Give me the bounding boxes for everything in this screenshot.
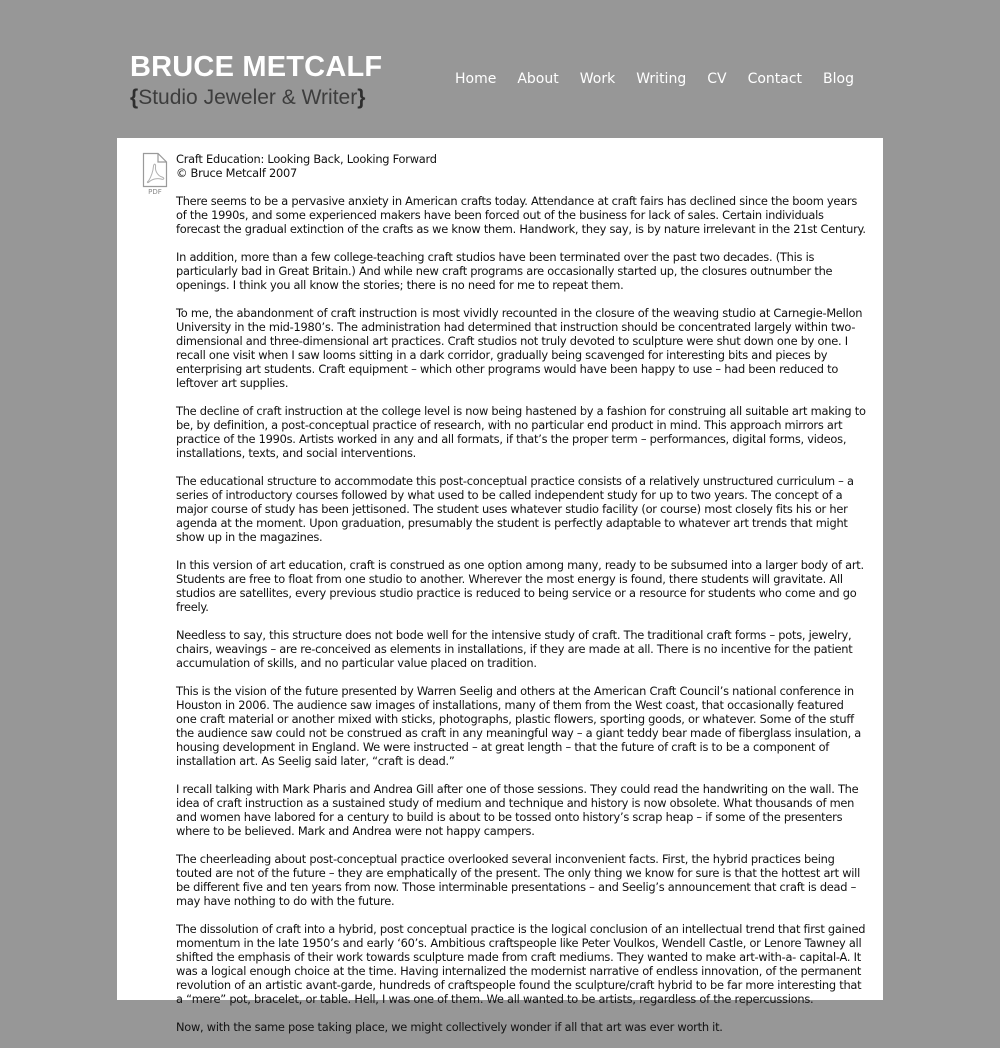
paragraph: In this version of art education, craft is construed as one option among many, ready to be subsumed into a larger body of art. Students are free to float from one studio to another. Wherever the most energy is found, there students will gravitate. All studios are satellites, every previous studio practice is reduced to being service or a resource for students who come and go freely. (176, 558, 864, 614)
paragraph: The decline of craft instruction at the college level is now being hastened by a fashion for construing all suitable art making to be, by definition, a post-conceptual practice of research, with no particular end product in mind. This approach mirrors art practice of the 1990s. Artists worked in any and all formats, if that’s the proper term – performances, digital forms, videos, installations, texts, and social interventions. (176, 404, 866, 460)
document-title: Craft Education: Looking Back, Looking Forward (176, 152, 437, 166)
paragraph: In addition, more than a few college-teaching craft studios have been terminated over the past two decades. (This is particularly bad in Great Britain.) And while new craft programs are occasionally started up, the closures outnumber the openings. I think you all know the stories; there is no need for me to repeat them. (176, 250, 833, 292)
nav-contact[interactable]: Contact (747, 71, 803, 87)
document-copyright: © Bruce Metcalf 2007 (176, 166, 297, 180)
paragraph: There seems to be a pervasive anxiety in American crafts today. Attendance at craft fairs has declined since the boom years of the 1990s, and some experienced makers have been forced out of the business for lack of sales. Certain individuals forecast the gradual extinction of the crafts as we know them. Handwork, they say, is by nature irrelevant in the 21st Century. (176, 194, 866, 236)
main-nav (455, 70, 875, 88)
paragraph: The dissolution of craft into a hybrid, post conceptual practice is the logical conclusion of an intellectual trend that first gained momentum in the late 1950’s and early ‘60’s. Ambitious craftspeople like Peter Voulkos, Wendell Castle, or Lenore Tawney all shifted the emphasis of their work towards sculpture made from craft mediums. They wanted to make art-with-a- capital-A. It was a logical enough choice at the time. Having internalized the modernist narrative of endless innovation, of the permanent revolution of an artistic avant-garde, hundreds of craftspeople found the sculpture/craft hybrid to be far more interesting that a “mere” pot, bracelet, or table. Hell, I was one of them. We all wanted to be artists, regardless of the repercussions. (176, 922, 866, 1006)
nav-about[interactable]: About (517, 71, 559, 87)
nav-work[interactable]: Work (579, 71, 616, 87)
tagline-text: Studio Jeweler & Writer (138, 86, 358, 109)
paragraph: The cheerleading about post-conceptual practice overlooked several inconvenient facts. First, the hybrid practices being touted are not of the future – they are emphatically of the present. The only thing we know for sure is that the hottest art will be different five and ten years from now. Those interminable presentations – and Seelig’s announcement that craft is dead – may have nothing to do with the future. (176, 852, 861, 908)
pdf-label: PDF (148, 188, 162, 196)
document-text (176, 152, 866, 1048)
nav-home[interactable]: Home (455, 71, 497, 87)
pdf-file-icon (140, 152, 170, 188)
tagline-close-brace: } (357, 86, 366, 109)
paragraph: The educational structure to accommodate this post-conceptual practice consists of a relatively unstructured curriculum – a series of introductory courses followed by what used to be called independent study for up to two years. The concept of a major course of study has been jettisoned. The student uses whatever studio facility (or course) most closely fits his or her agenda at the moment. Upon graduation, presumably the student is perfectly adaptable to whatever art trends that might show up in the magazines. (176, 474, 854, 544)
nav-cv[interactable]: CV (707, 71, 727, 87)
pdf-download-icon[interactable] (140, 152, 170, 198)
tagline-open-brace: { (130, 86, 139, 109)
site-tagline (130, 85, 365, 111)
content-panel (117, 138, 883, 1034)
paragraph: This is the vision of the future presented by Warren Seelig and others at the American Craft Council’s national conference in Houston in 2006. The audience saw images of installations, many of them from the West coast, that occasionally featured one craft material or another mixed with sticks, photographs, plastic flowers, sporting goods, or whatever. Some of the stuff the audience saw could not be construed as craft in any meaningful way – a giant teddy bear made of fiberglass insulation, a housing development in England. We were instructed – at great length – that the future of craft is to be a component of installation art. As Seelig said later, “craft is dead.” (176, 684, 862, 768)
site-header (0, 0, 1000, 138)
paragraph: Needless to say, this structure does not bode well for the intensive study of craft. The traditional craft forms – pots, jewelry, chairs, weavings – are re-conceived as elements in installations, if they are made at all. There is no incentive for the patient accumulation of skills, and no particular value placed on tradition. (176, 628, 853, 670)
site-title[interactable]: BRUCE METCALF (130, 51, 383, 83)
paragraph: To me, the abandonment of craft instruction is most vividly recounted in the closure of the weaving studio at Carnegie-Mellon University in the mid-1980’s. The administration had determined that instruction should be concentrated largely within two-dimensional and three-dimensional art practices. Craft studios not truly devoted to sculpture were shut down one by one. I recall one visit when I saw looms sitting in a dark corridor, gradually being scavenged for interesting bits and pieces by enterprising art students. Craft equipment – which other programs would have been happy to use – had been reduced to leftover art supplies. (176, 306, 863, 390)
paragraph: I recall talking with Mark Pharis and Andrea Gill after one of those sessions. They could read the handwriting on the wall. The idea of craft instruction as a sustained study of medium and technique and history is now obsolete. What thousands of men and women have labored for a century to build is about to be tossed onto history’s scrap heap – if some of the presenters where to be believed. Mark and Andrea were not happy campers. (176, 782, 859, 838)
nav-blog[interactable]: Blog (823, 71, 854, 87)
paragraph: Now, with the same pose taking place, we might collectively wonder if all that art was ever worth it. (176, 1020, 723, 1034)
nav-writing[interactable]: Writing (636, 71, 687, 87)
